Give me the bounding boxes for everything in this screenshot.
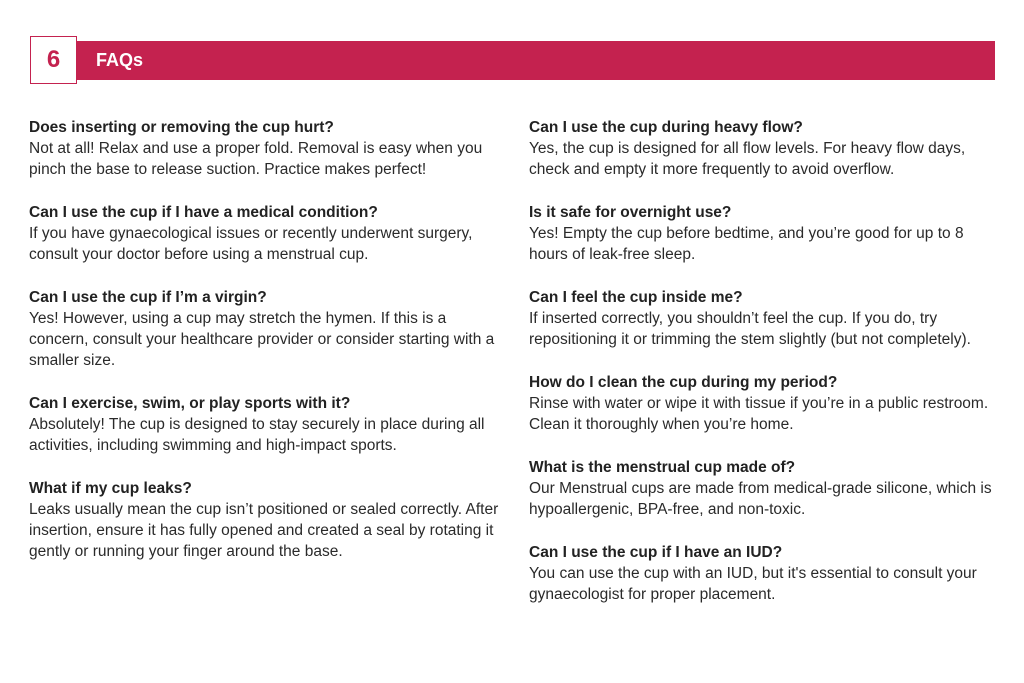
faq-question: Is it safe for overnight use? [529, 204, 732, 221]
faq-question: What if my cup leaks? [29, 480, 192, 497]
faq-answer: Leaks usually mean the cup isn’t positioned or sealed correctly. After insertion, ensure it has fully opened and created a seal by rotating it gently or running your finger around the base. [29, 501, 499, 560]
faq-answer: Yes! However, using a cup may stretch the hymen. If this is a concern, consult your healthcare provider or consider starting with a smaller size. [29, 310, 495, 369]
faq-column-right [529, 117, 999, 627]
faq-answer: Rinse with water or wipe it with tissue if you’re in a public restroom. Clean it thoroughly when you’re home. [529, 395, 989, 433]
faq-item [29, 393, 504, 456]
section-number: 6 [46, 46, 61, 73]
faq-question: Does inserting or removing the cup hurt? [29, 119, 334, 136]
section-number-badge [30, 36, 77, 84]
faq-answer: If you have gynaecological issues or recently underwent surgery, consult your doctor before using a menstrual cup. [29, 225, 473, 263]
faq-question: Can I use the cup during heavy flow? [529, 119, 803, 136]
faq-question: Can I exercise, swim, or play sports with it? [29, 395, 351, 412]
faq-item [29, 117, 504, 180]
faq-question: Can I use the cup if I have a medical condition? [29, 204, 378, 221]
faq-item [529, 117, 999, 180]
faq-item [529, 372, 999, 435]
faq-item [529, 457, 999, 520]
faq-answer: Yes! Empty the cup before bedtime, and you’re good for up to 8 hours of leak-free sleep. [529, 225, 964, 263]
faq-answer: Not at all! Relax and use a proper fold. Removal is easy when you pinch the base to release suction. Practice makes perfect! [29, 140, 483, 178]
faq-question: How do I clean the cup during my period? [529, 374, 838, 391]
faq-item [529, 202, 999, 265]
faq-answer: You can use the cup with an IUD, but it's essential to consult your gynaecologist for proper placement. [529, 565, 977, 603]
faq-question: Can I use the cup if I’m a virgin? [29, 289, 267, 306]
faq-question: What is the menstrual cup made of? [529, 459, 796, 476]
faq-answer: If inserted correctly, you shouldn’t feel the cup. If you do, try repositioning it or trimming the stem slightly (but not completely). [529, 310, 971, 348]
faq-item [29, 287, 504, 371]
faq-answer: Our Menstrual cups are made from medical-grade silicone, which is hypoallergenic, BPA-free, and non-toxic. [529, 480, 992, 518]
faq-question: Can I use the cup if I have an IUD? [529, 544, 783, 561]
faq-answer: Yes, the cup is designed for all flow levels. For heavy flow days, check and empty it more frequently to avoid overflow. [529, 140, 966, 178]
header-bar [33, 41, 995, 80]
page-title: FAQs [96, 50, 144, 70]
faq-item [529, 287, 999, 350]
faq-column-left [29, 117, 504, 584]
faq-question: Can I feel the cup inside me? [529, 289, 743, 306]
faq-item [29, 478, 504, 562]
faq-item [29, 202, 504, 265]
faq-answer: Absolutely! The cup is designed to stay securely in place during all activities, including swimming and high-impact sports. [29, 416, 485, 454]
faq-item [529, 542, 999, 605]
